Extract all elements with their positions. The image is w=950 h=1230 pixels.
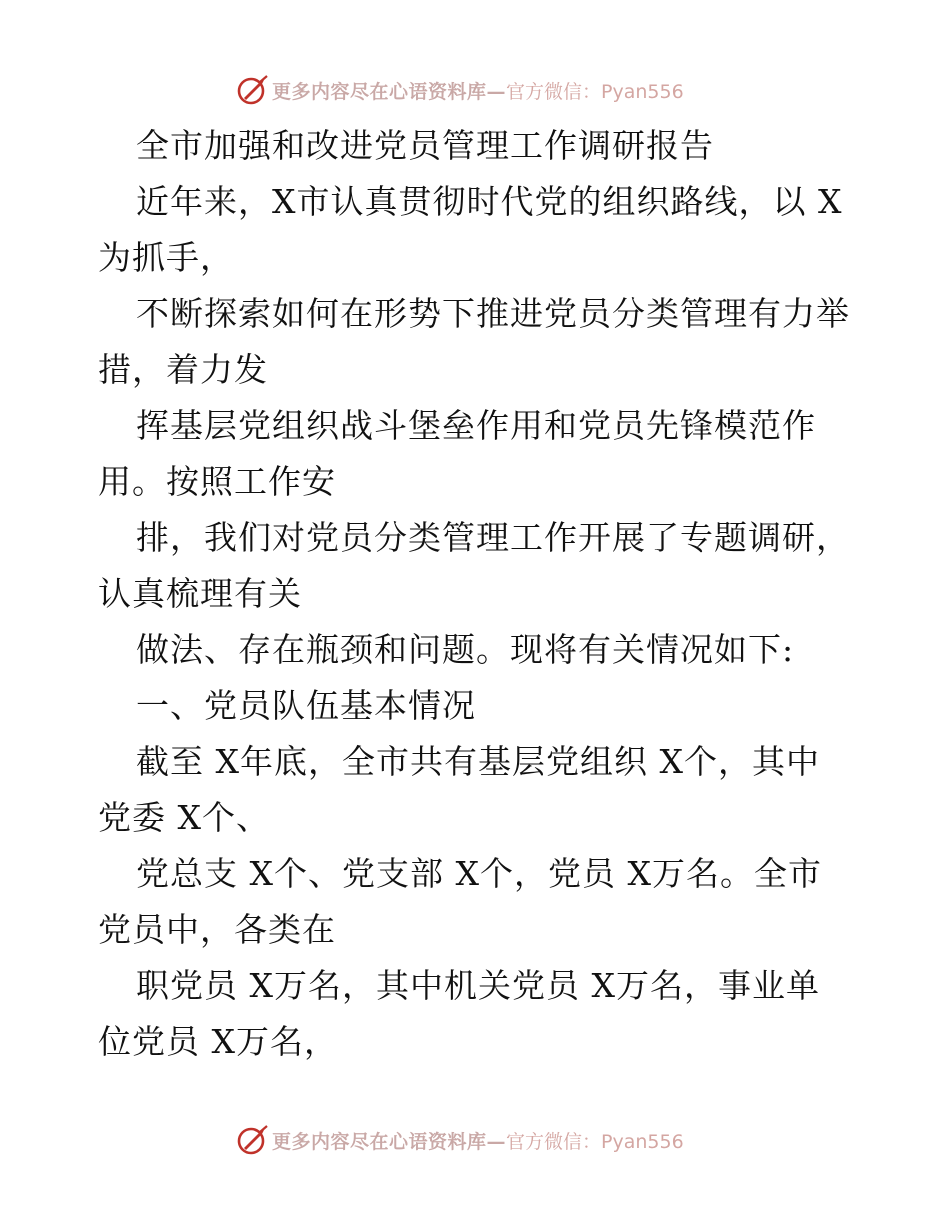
paragraph-line: 近年来，X市认真贯彻时代党的组织路线，以 X — [136, 182, 843, 221]
paragraph-line: 党员中，各类在 — [98, 910, 336, 949]
paragraph-line: 做法、存在瓶颈和问题。现将有关情况如下: — [136, 630, 795, 669]
section-heading: 一、党员队伍基本情况 — [136, 686, 476, 725]
paragraph-line: 不断探索如何在形势下推进党员分类管理有力举 — [136, 294, 850, 333]
banner-brand-text: 更多内容尽在心语资料库— — [272, 1130, 507, 1153]
paragraph-line: 党委 X个、 — [98, 798, 270, 837]
paragraph-line: 挥基层党组织战斗堡垒作用和党员先锋模范作 — [136, 406, 816, 445]
paragraph-line: 措，着力发 — [98, 350, 268, 389]
paragraph-line: 党总支 X个、党支部 X个，党员 X万名。全市 — [136, 854, 822, 893]
paragraph-line: 为抓手， — [98, 238, 234, 277]
paragraph-line: 职党员 X万名，其中机关党员 X万名，事业单 — [136, 966, 820, 1005]
header-watermark-banner — [236, 74, 684, 106]
paragraph-line: 排，我们对党员分类管理工作开展了专题调研， — [136, 518, 850, 557]
document-body — [98, 118, 858, 1070]
paragraph-line: 认真梳理有关 — [98, 574, 302, 613]
banner-wechat-text: 官方微信：Pyan556 — [506, 1130, 684, 1153]
footer-watermark-banner — [236, 1124, 684, 1156]
pen-logo-icon — [236, 1124, 270, 1156]
paragraph-line: 截至 X年底，全市共有基层党组织 X个，其中 — [136, 742, 820, 781]
pen-logo-icon — [236, 74, 270, 106]
paragraph-line: 用。按照工作安 — [98, 462, 336, 501]
document-title: 全市加强和改进党员管理工作调研报告 — [136, 126, 714, 165]
banner-brand-text: 更多内容尽在心语资料库— — [272, 80, 507, 103]
paragraph-line: 位党员 X万名， — [98, 1022, 338, 1061]
banner-wechat-text: 官方微信：Pyan556 — [506, 80, 684, 103]
